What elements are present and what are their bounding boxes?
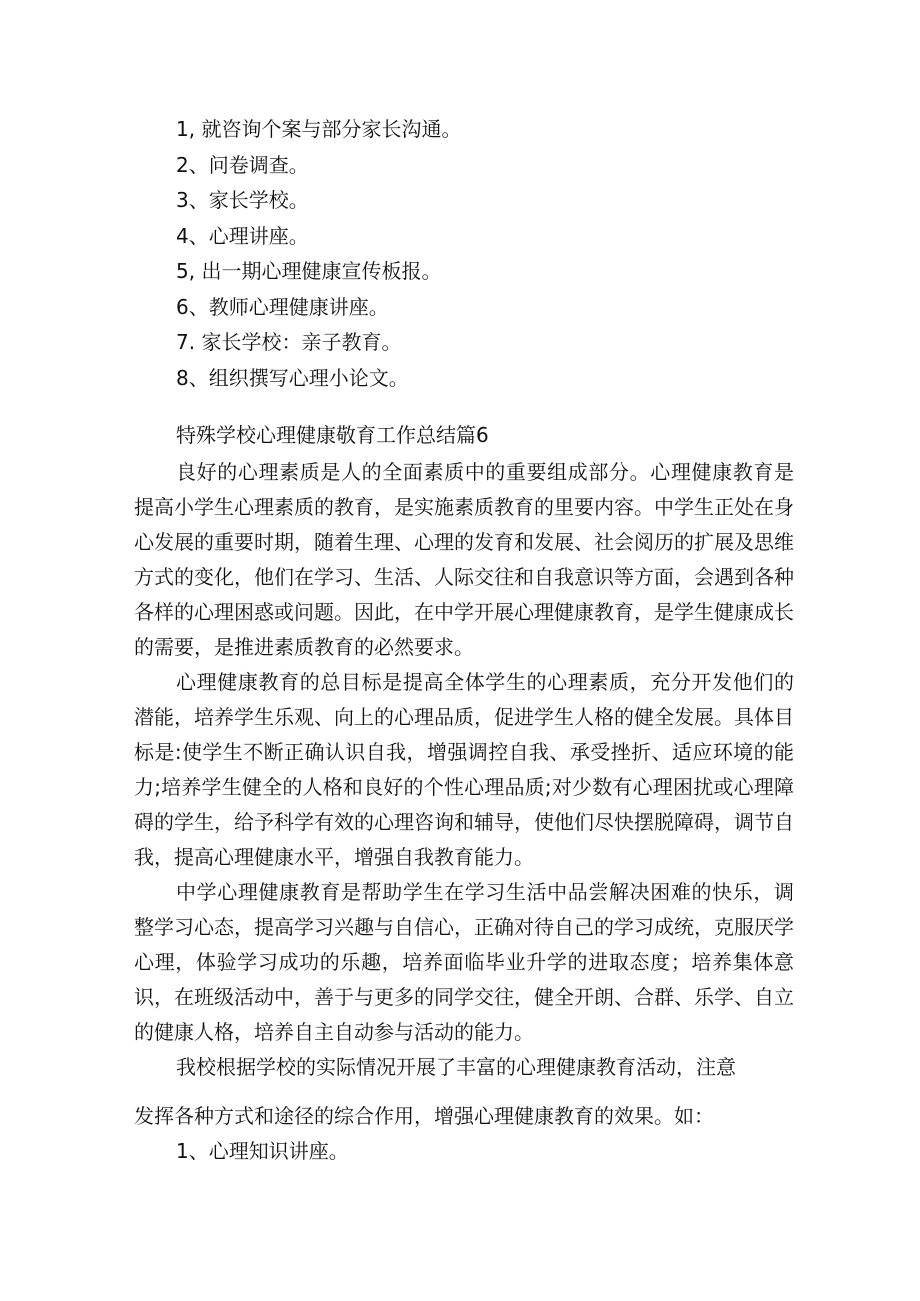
list-item: 7. 家长学校：亲子教育。 [176, 330, 402, 354]
paragraph: 发挥各种方式和途径的综合作用，增强心理健康教育的效果。如： [134, 1104, 714, 1128]
list-item: 8、组织撰写心理小论文。 [176, 365, 409, 390]
list-item: 5, 出一期心理健康宣传板报。 [176, 259, 442, 283]
list-item: 2、问卷调查。 [176, 152, 309, 177]
body-text [134, 455, 794, 1169]
paragraph: 心理健康教育的总目标是提高全体学生的心理素质，充分开发他们的潜能，培养学生乐观、向上的心理品质，促进学生人格的健全发展。具体目标是:使学生不断正确认识自我，增强调控自我、承受挫折、适应环境的能力;培养学生健全的人格和良好的个性心理品质;对少数有心理困扰或心理障碍的学生，给予科学有效的心理咨询和辅导，使他们尽快摆脱障碍，调节自我，提高心理健康水平，增强自我教育能力。 [134, 670, 794, 869]
section-title: 特殊学校心理健康敬育工作总结篇6 [176, 423, 489, 447]
paragraph: 我校根据学校的实际情况开展了丰富的心理健康教育活动，注意 [176, 1055, 736, 1079]
activity-list [176, 112, 461, 396]
paragraph: 中学心理健康教育是帮助学生在学习生活中品尝解决困难的快乐，调整学习心态，提高学习兴趣与自信心，正确对待自己的学习成统，克服厌学心理，体验学习成功的乐趣，培养面临毕业升学的进取态度；培养集体意识，在班级活动中，善于与更多的同学交往，健全开朗、合群、乐学、自立的健康人格，培养自主自动参与活动的能力。 [134, 880, 794, 1044]
list-item: 4、心理讲座。 [176, 223, 309, 248]
paragraph: 良好的心理素质是人的全面素质中的重要组成部分。心理健康教育是提高小学生心理素质的教育，是实施素质教育的里要内容。中学生正处在身心发展的重要时期，随着生理、心理的发育和发展、社会阅历的扩展及思维方式的变化，他们在学习、生活、人际交往和自我意识等方面，会遇到各种各样的心理困惑或问题。因此，在中学开展心理健康教育，是学生健康成长的需要，是推进素质教育的必然要求。 [134, 460, 794, 659]
list-item: 1、心理知识讲座。 [176, 1139, 349, 1163]
list-item: 6、教师心理健康讲座。 [176, 294, 389, 319]
list-item: 1, 就咨询个案与部分家长沟通。 [176, 117, 462, 141]
list-item: 3、家长学校。 [176, 188, 309, 212]
